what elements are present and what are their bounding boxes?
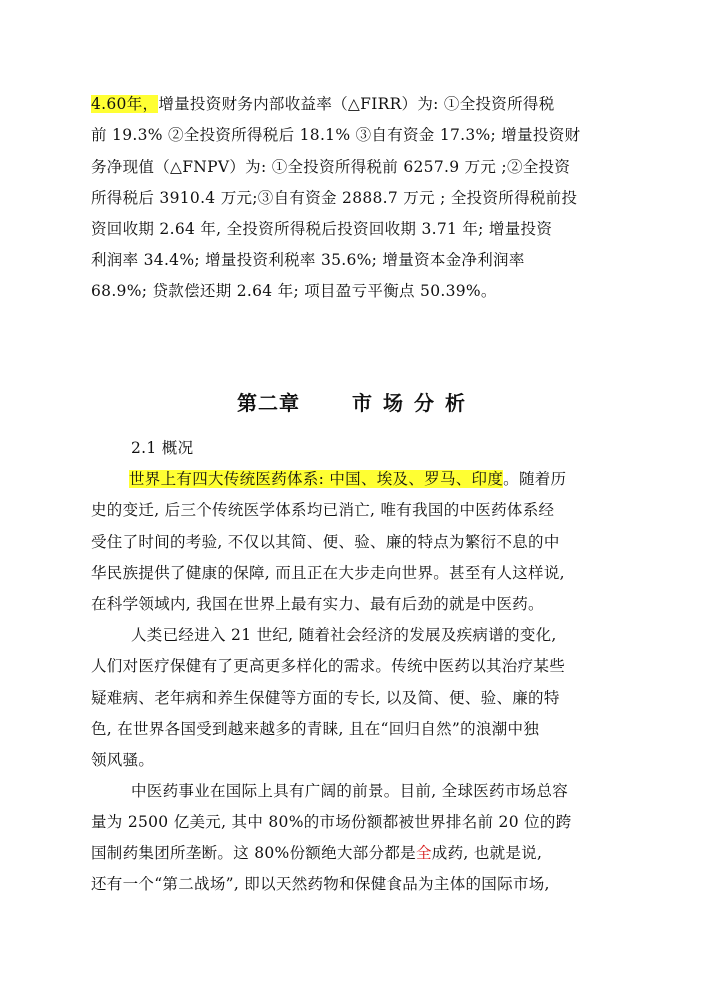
text-line: 68.9%; 贷款偿还期 2.64 年; 项目盈亏平衡点 50.39%。 (91, 282, 497, 300)
chapter-name-char: 场 (383, 391, 404, 415)
text-line (91, 93, 555, 115)
chapter-name-char: 市 (352, 391, 373, 415)
text-line: 资回收期 2.64 年, 全投资所得税后投资回收期 3.71 年; 增量投资 (91, 220, 553, 238)
text-line: 务净现值（△FNPV）为: ①全投资所得税前 6257.9 万元 ;②全投资 (91, 158, 571, 176)
text-line: 利润率 34.4%; 增量投资利税率 35.6%; 增量资本金净利润率 (91, 251, 525, 269)
text-line (129, 468, 566, 490)
text-span: 。随着历 (503, 470, 567, 488)
text-line: 人类已经进入 21 世纪, 随着社会经济的发展及疾病谱的变化, (131, 626, 557, 644)
text-line: 领风骚。 (91, 751, 155, 769)
text-line: 色, 在世界各国受到越来越多的青睐, 且在“回归自然”的浪潮中独 (91, 720, 540, 738)
text-line: 史的变迁, 后三个传统医学体系均已消亡, 唯有我国的中医药体系经 (91, 501, 555, 519)
text-line: 受住了时间的考验, 不仅以其简、便、验、廉的特点为繁衍不息的中 (91, 533, 560, 551)
highlighted-text: 4.60年， (91, 95, 159, 113)
text-span: 增量投资财务内部收益率（△FIRR）为: ①全投资所得税 (158, 95, 555, 113)
red-text: 全 (415, 844, 432, 862)
text-line: 疑难病、老年病和养生保健等方面的专长, 以及简、便、验、廉的特 (91, 689, 560, 707)
text-line: 前 19.3% ②全投资所得税后 18.1% ③自有资金 17.3%; 增量投资财 (91, 126, 581, 144)
chapter-name-char: 析 (445, 391, 466, 415)
text-span: 国制药集团所垄断。这 80%份额绝大部分都是 (91, 844, 416, 862)
highlighted-text: 世界上有四大传统医药体系: 中国、埃及、罗马、印度 (129, 470, 504, 488)
text-line: 在科学领域内, 我国在世界上最有实力、最有后劲的就是中医药。 (91, 595, 544, 613)
text-line: 所得税后 3910.4 万元;③自有资金 2888.7 万元 ; 全投资所得税前投 (91, 189, 578, 207)
section-heading: 2.1 概况 (131, 439, 194, 457)
chapter-number: 第二章 (237, 391, 300, 415)
text-span: 成药, 也就是说, (431, 844, 543, 862)
chapter-title (0, 388, 703, 418)
text-line: 中医药事业在国际上具有广阔的前景。目前, 全球医药市场总容 (131, 782, 569, 800)
text-line: 华民族提供了健康的保障, 而且正在大步走向世界。甚至有人这样说, (91, 564, 565, 582)
text-line: 人们对医疗保健有了更高更多样化的需求。传统中医药以其治疗某些 (91, 657, 566, 675)
text-line (91, 842, 542, 864)
text-line: 还有一个“第二战场”, 即以天然药物和保健食品为主体的国际市场, (91, 875, 550, 893)
text-line: 量为 2500 亿美元, 其中 80%的市场份额都被世界排名前 20 位的跨 (91, 813, 572, 831)
chapter-name-char: 分 (414, 391, 435, 415)
